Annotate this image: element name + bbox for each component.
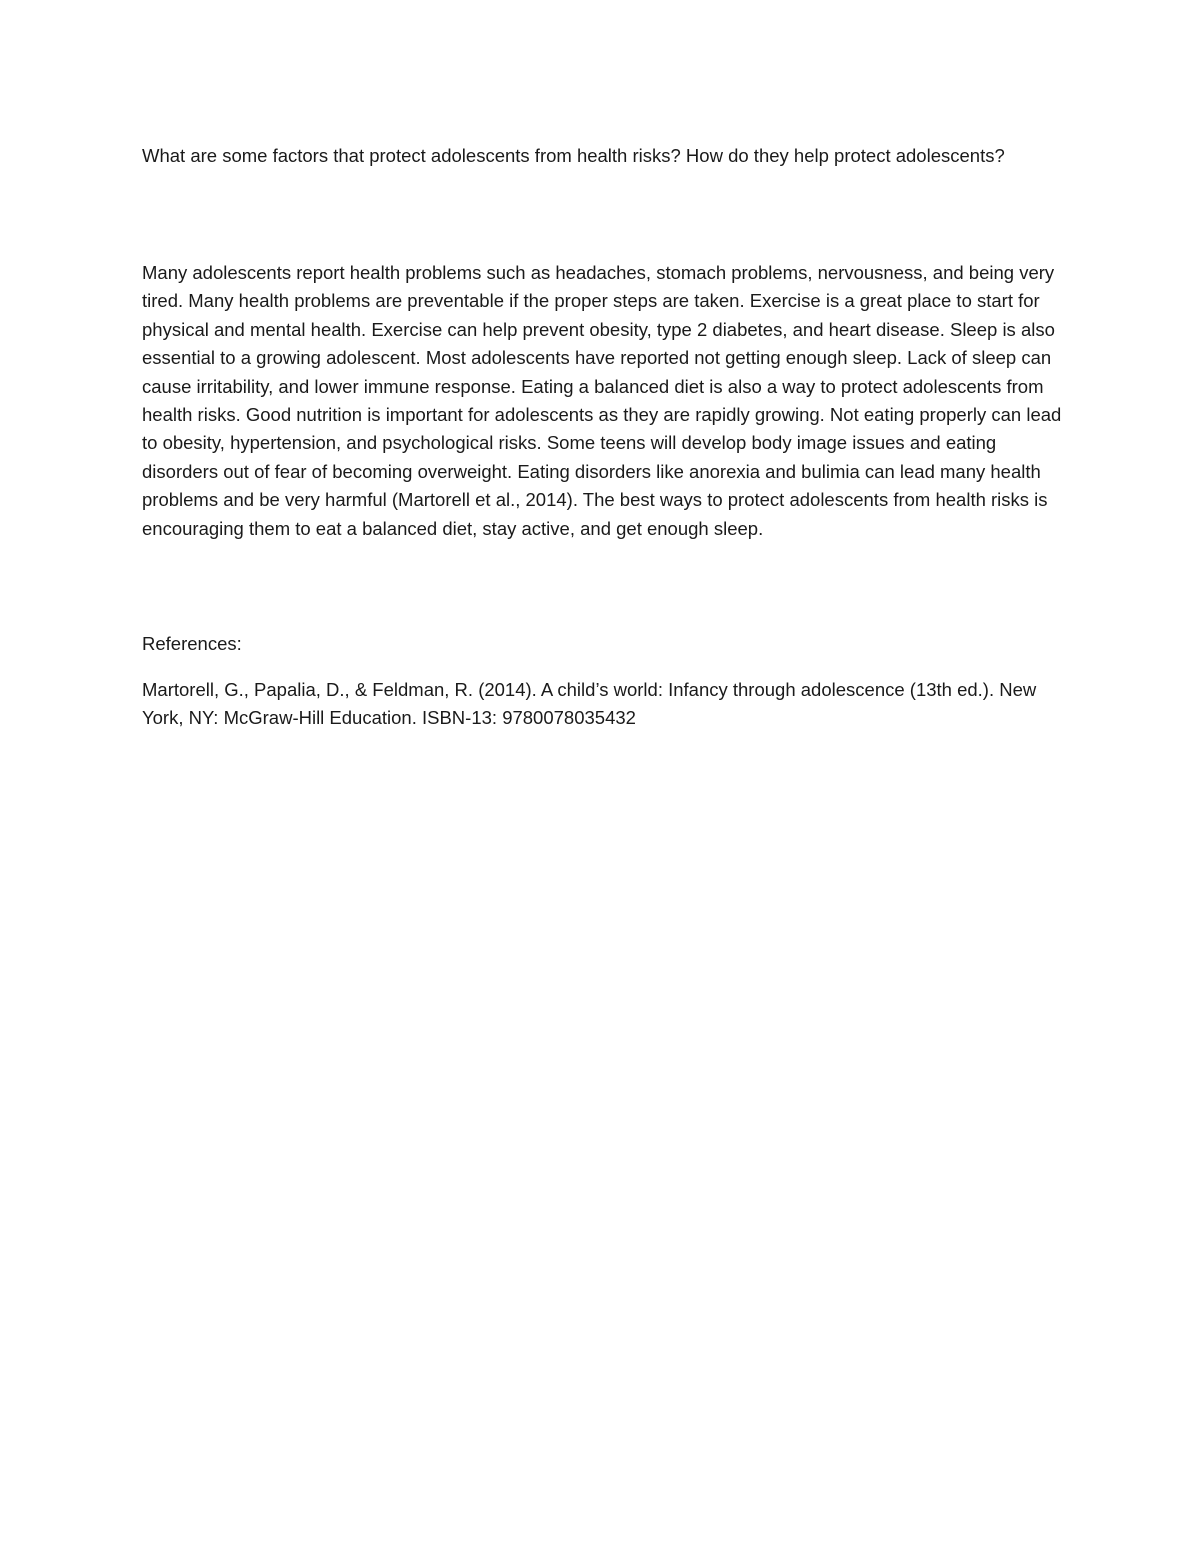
question-paragraph: What are some factors that protect adolescents from health risks? How do they help protect adolescents? [142, 145, 1005, 166]
references-heading: References: [142, 633, 242, 654]
answer-paragraph: Many adolescents report health problems such as headaches, stomach problems, nervousness, and being very tired. Many health problems are preventable if the proper steps are taken. Exercise is a great place to start for physical and mental health. Exercise can help prevent obesity, type 2 diabetes, and heart disease. Sleep is also essential to a growing adolescent. Most adolescents have reported not getting enough sleep. Lack of sleep can cause irritability, and lower immune response. Eating a balanced diet is also a way to protect adolescents from health risks. Good nutrition is important for adolescents as they are rapidly growing. Not eating properly can lead to obesity, hypertension, and psychological risks. Some teens will develop body image issues and eating disorders out of fear of becoming overweight. Eating disorders like anorexia and bulimia can lead many health problems and be very harmful (Martorell et al., 2014). The best ways to protect adolescents from health risks is encouraging them to eat a balanced diet, stay active, and get enough sleep. [142, 262, 1062, 539]
reference-entry: Martorell, G., Papalia, D., & Feldman, R. (2014). A child’s world: Infancy through adolescence (13th ed.). New York, NY: McGraw-Hill Education. ISBN-13: 9780078035432 [142, 679, 1037, 729]
